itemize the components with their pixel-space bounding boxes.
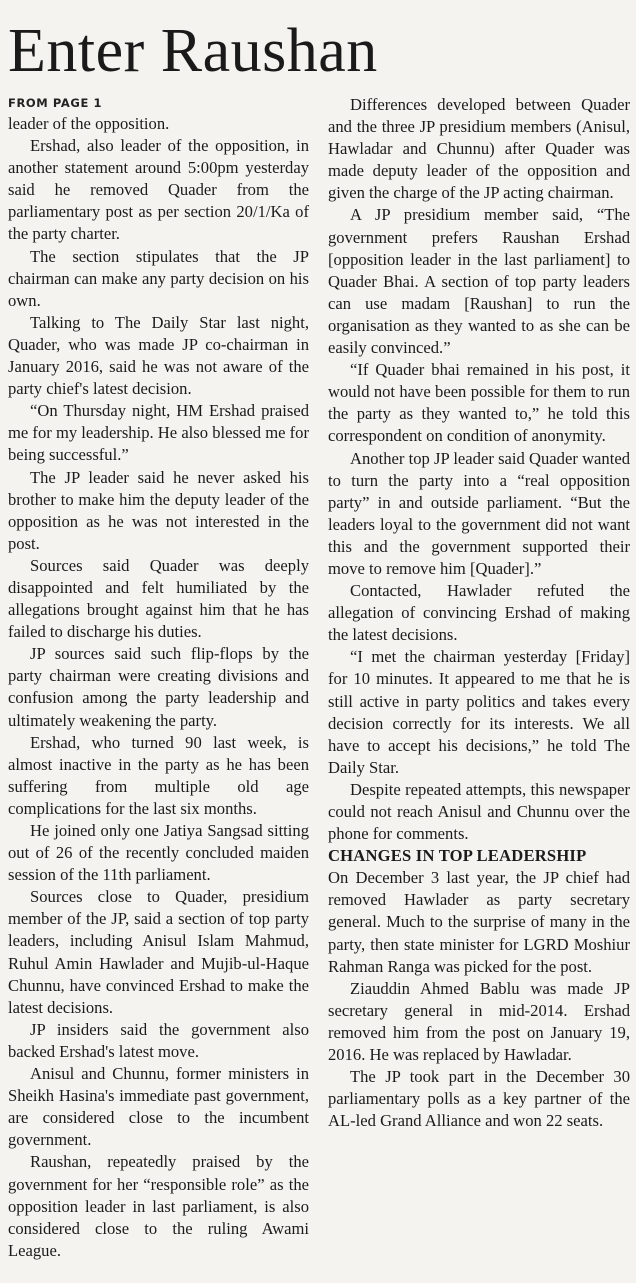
paragraph: The section stipulates that the JP chairman can make any party decision on his own. [8, 246, 309, 310]
paragraph: Differences developed between Quader and the three JP presidium members (Anisul, Hawladar and Chunnu) after Quader was made deputy leader of the opposition and given the charge of the JP acting chairman. [328, 95, 630, 203]
paragraph: Raushan, repeatedly praised by the government for her “responsible role” as the opposition leader in last parliament, is also considered close to the ruling Awami League. [8, 1152, 309, 1260]
paragraph: “I met the chairman yesterday [Friday] for 10 minutes. It appeared to me that he is still active in party politics and takes every decision correctly for its interests. We all have to accept his decisions,” he told The Daily Star. [328, 647, 630, 777]
right-column [328, 94, 630, 1132]
paragraph: Anisul and Chunnu, former ministers in Sheikh Hasina's immediate past government, are considered close to the incumbent government. [8, 1064, 309, 1150]
paragraph: Talking to The Daily Star last night, Quader, who was made JP co-chairman in January 2016, said he was not aware of the party chief's latest decision. [8, 312, 309, 399]
paragraph: Another top JP leader said Quader wanted to turn the party into a “real opposition party” in and outside parliament. “But the leaders loyal to the government did not want this and the government supported their move to remove him [Quader].” [328, 448, 630, 578]
paragraph: The JP took part in the December 30 parliamentary polls as a key partner of the AL-led Grand Alliance and won 22 seats. [328, 1067, 630, 1131]
paragraph: Sources close to Quader, presidium member of the JP, said a section of top party leaders, including Anisul Islam Mahmud, Ruhul Amin Hawlader and Mujib-ul-Haque Chunnu, have convinced Ershad to make the latest decisions. [8, 887, 309, 1017]
paragraph: leader of the opposition. [8, 114, 170, 133]
paragraph: JP insiders said the government also backed Ershad's latest move. [8, 1019, 309, 1061]
subhead: CHANGES IN TOP LEADERSHIP [328, 846, 587, 866]
paragraph: JP sources said such flip-flops by the party chairman were creating divisions and confusion among the party leadership and ultimately weakening the party. [8, 644, 309, 730]
paragraph: Ziauddin Ahmed Bablu was made JP secretary general in mid-2014. Ershad removed him from the post on January 19, 2016. He was replaced by Hawladar. [328, 978, 630, 1065]
jump-label: FROM PAGE 1 [8, 96, 103, 110]
headline: Enter Raushan [8, 17, 378, 85]
paragraph: Ershad, also leader of the opposition, in another statement around 5:00pm yesterday said he removed Quader from the parliamentary post as per section 20/1/Ka of the party charter. [8, 136, 309, 244]
paragraph: A JP presidium member said, “The government prefers Raushan Ershad [opposition leader in the last parliament] to Quader Bhai. A section of top party leaders can use madam [Raushan] to run the organisation as they wanted to as she can be easily convinced.” [328, 205, 630, 358]
paragraph: Contacted, Hawlader refuted the allegation of convincing Ershad of making the latest decisions. [328, 581, 630, 645]
paragraph: “On Thursday night, HM Ershad praised me for my leadership. He also blessed me for being successful.” [8, 401, 309, 465]
paragraph: Sources said Quader was deeply disappointed and felt humiliated by the allegations brought against him that he has failed to discharge his duties. [8, 555, 309, 642]
paragraph: He joined only one Jatiya Sangsad sitting out of 26 of the recently concluded maiden session of the 11th parliament. [8, 821, 309, 885]
paragraph: “If Quader bhai remained in his post, it would not have been possible for them to run the party as they wanted to,” he told this correspondent on condition of anonymity. [328, 360, 630, 446]
paragraph: Despite repeated attempts, this newspaper could not reach Anisul and Chunnu over the phone for comments. [328, 779, 630, 844]
paragraph: On December 3 last year, the JP chief had removed Hawlader as party secretary general. Much to the surprise of many in the party, then state minister for LGRD Moshiur Rahman Ranga was picked for the post. [328, 868, 630, 976]
paragraph: Ershad, who turned 90 last week, is almost inactive in the party as he has been suffering from multiple old age complications for the last six months. [8, 732, 309, 818]
left-column [8, 94, 309, 1262]
paragraph: The JP leader said he never asked his brother to make him the deputy leader of the opposition as he was not interested in the post. [8, 467, 309, 553]
